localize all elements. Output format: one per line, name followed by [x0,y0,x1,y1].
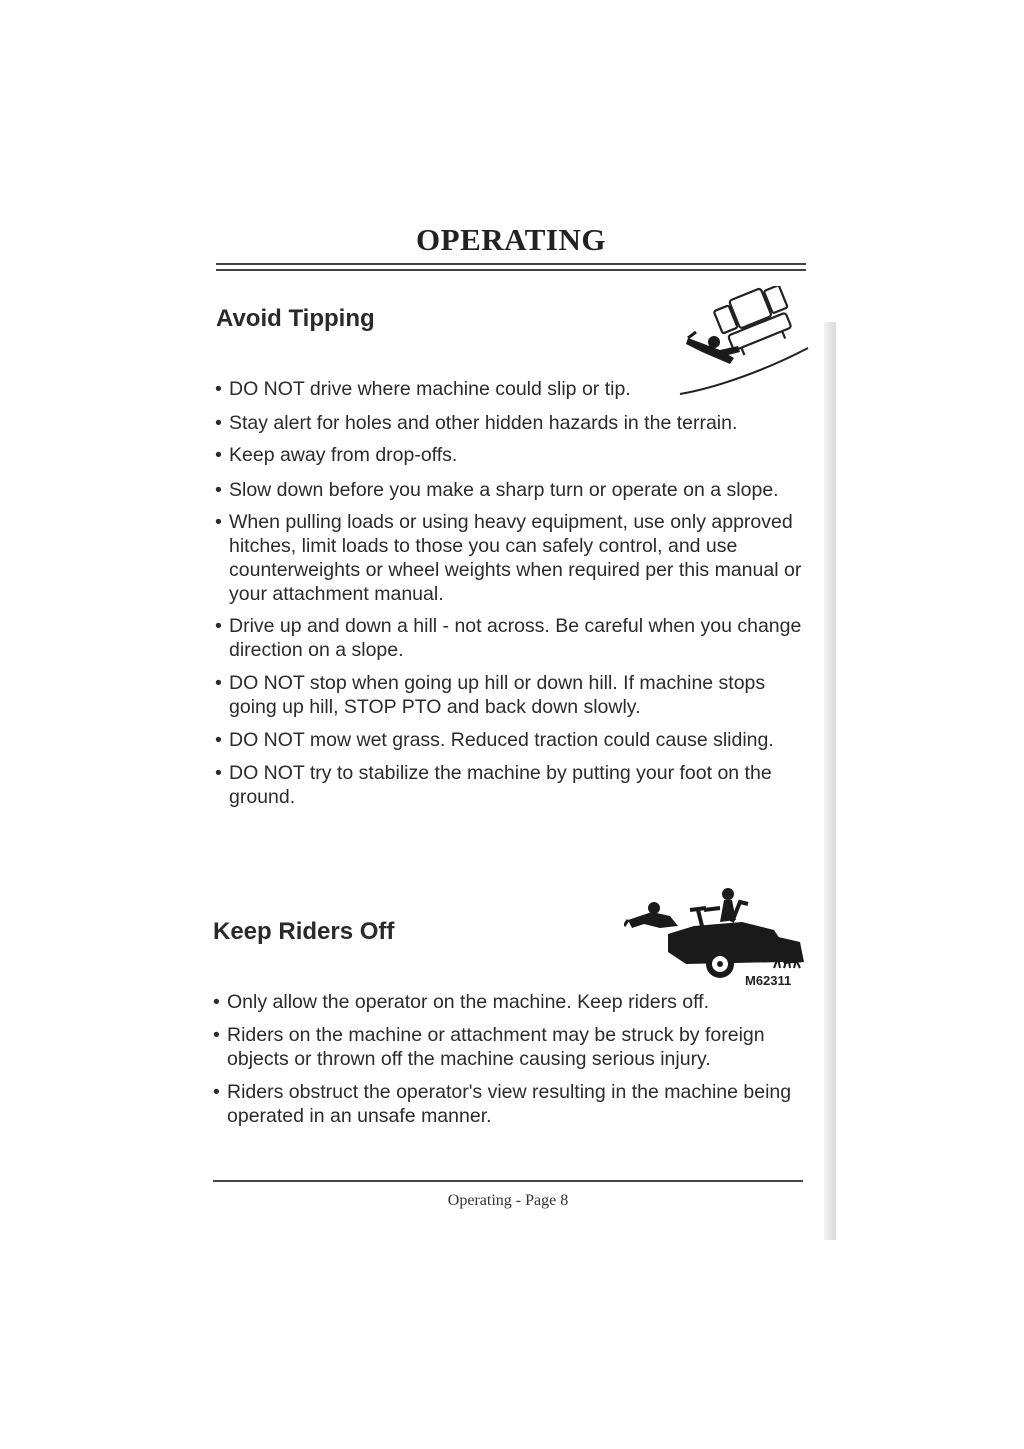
list-item: • DO NOT mow wet grass. Reduced traction could cause sliding. [215,728,815,752]
list-item: • When pulling loads or using heavy equipment, use only approved hitches, limit loads to those you can safely control, and use counterweights or wheel weights when required per this manual or your attachment manual. [215,510,815,606]
keep-riders-off-list [213,990,813,1128]
list-item: • Only allow the operator on the machine. Keep riders off. [213,990,813,1014]
list-item: • Drive up and down a hill - not across. Be careful when you change direction on a slope. [215,614,815,662]
page-footer: Operating - Page 8 [447,1192,569,1209]
section-heading-avoid-tipping: Avoid Tipping [216,305,375,332]
figure-code: M62311 [745,973,792,988]
list-item: • Riders obstruct the operator's view resulting in the machine being operated in an unsafe manner. [213,1080,813,1128]
page-title: OPERATING [416,222,606,257]
list-item: • DO NOT try to stabilize the machine by putting your foot on the ground. [215,761,815,809]
title-rule-lower [216,269,806,271]
list-item: • Slow down before you make a sharp turn or operate on a slope. [215,478,815,502]
list-item: • Keep away from drop-offs. [215,443,815,467]
footer-rule [213,1180,803,1182]
title-rule-upper [216,263,806,265]
list-item: • DO NOT drive where machine could slip or tip. [215,377,815,401]
list-item: • DO NOT stop when going up hill or down hill. If machine stops going up hill, STOP PTO and back down slowly. [215,671,815,719]
page-edge-shadow [824,322,836,1240]
list-item: • Stay alert for holes and other hidden hazards in the terrain. [215,411,815,435]
section-heading-keep-riders-off: Keep Riders Off [213,918,395,945]
avoid-tipping-list [215,377,815,809]
list-item: • Riders on the machine or attachment may be struck by foreign objects or thrown off the machine causing serious injury. [213,1023,813,1071]
